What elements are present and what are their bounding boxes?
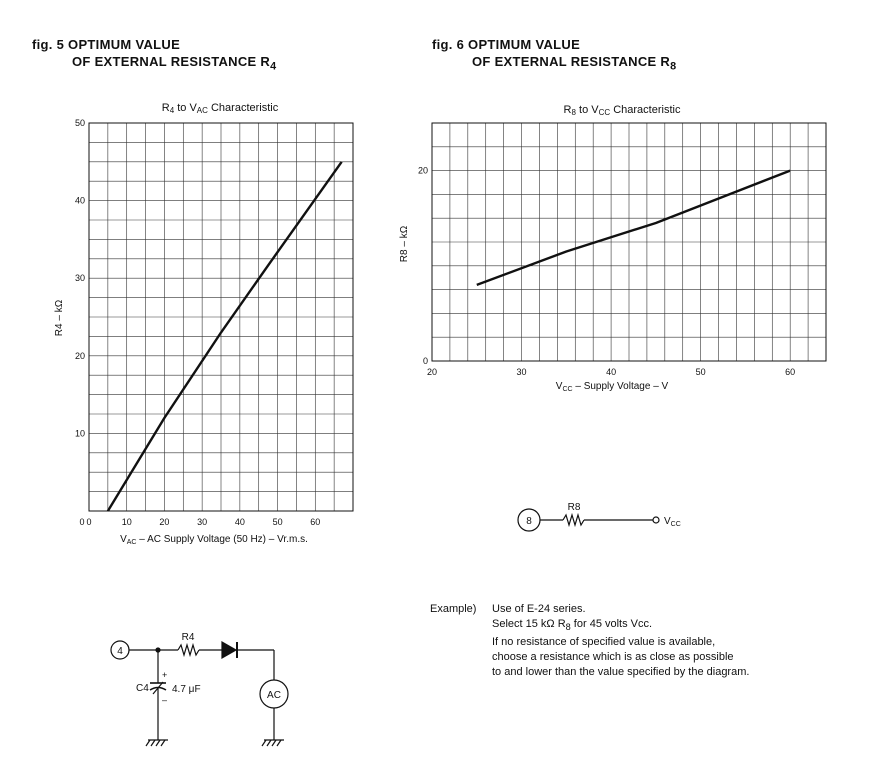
fig6-title-line1: fig. 6 OPTIMUM VALUE [432, 37, 581, 52]
chart1-x-tick-label: 20 [159, 517, 170, 527]
c4-label: C4 [136, 683, 149, 694]
vcc-terminal [653, 517, 659, 523]
cap-plus-label: + [162, 670, 168, 680]
r8-label: R8 [567, 502, 581, 513]
r4-resistor-symbol [178, 645, 199, 655]
chart1-y-tick-label: 50 [74, 118, 85, 128]
chart1-origin-label: 0 [79, 517, 85, 527]
chart2-x-tick-label: 40 [606, 367, 617, 377]
fig6-title-line2-text: OF EXTERNAL RESISTANCE R [472, 54, 671, 69]
chart1-y-tick-label: 30 [74, 273, 85, 284]
example-line2-a: Select 15 kΩ R [492, 618, 566, 630]
example-line1: Use of E-24 series. [492, 603, 586, 615]
cap-value-label: 4.7 μF [172, 684, 201, 695]
chart1-x-tick-label: 40 [234, 517, 245, 527]
cap-minus-label: – [162, 695, 168, 705]
ground-icon-2 [262, 740, 284, 746]
vcc-label: $V_{CC}$ [664, 516, 681, 528]
chart2-ylabel: R8 – kΩ [399, 225, 410, 263]
r4-label: R4 [181, 632, 195, 643]
chart2-x-tick-label: 20 [426, 367, 438, 377]
fig5-title-sub: 4 [270, 60, 277, 73]
ac-source-label: AC [267, 690, 281, 701]
example-line2 [492, 617, 749, 635]
chart2-series-line [477, 171, 790, 285]
example-line3: If no resistance of specified value is available, [492, 636, 716, 649]
chart1-title: R4 to VAC Characteristic [161, 102, 279, 115]
example-label: Example) [430, 603, 477, 615]
chart2-x-tick-label: 30 [516, 367, 527, 377]
chart1-y-tick-label: 40 [74, 195, 85, 206]
fig5-title-line2-text: OF EXTERNAL RESISTANCE R [72, 54, 271, 69]
example-line2-sub: 8 [565, 622, 571, 633]
circuit-r8 [518, 509, 659, 531]
chart1-y-tick-label: 20 [74, 350, 85, 361]
chart2-y-tick-label: 20 [417, 165, 428, 176]
chart1-x-tick-label: 0 [86, 517, 92, 527]
diode-symbol [222, 642, 236, 658]
chart1-xlabel: $V_{AC}$ – AC Supply Voltage (50 Hz) – Vr.m.s. [120, 534, 308, 546]
chart1-x-tick-label: 50 [272, 517, 283, 527]
chart2-y-tick-label: 0 [422, 356, 428, 366]
ground-icon-1 [146, 740, 168, 746]
fig6-title-sub: 8 [670, 60, 677, 73]
chart2-title: R8 to VCC Characteristic [563, 104, 681, 117]
chart1-x-tick-label: 10 [121, 517, 132, 527]
chart2-xlabel: $V_{CC}$ – Supply Voltage – V [555, 381, 669, 393]
r8-resistor-symbol [563, 515, 584, 525]
example-note [430, 602, 749, 680]
chart2-x-tick-label: 50 [695, 367, 706, 377]
pin8-label: 8 [526, 516, 532, 527]
fig5-title-line1: fig. 5 OPTIMUM VALUE [32, 37, 181, 52]
chart2-x-tick-label: 60 [785, 367, 796, 377]
chart1-y-tick-label: 10 [74, 428, 85, 439]
pin4-label: 4 [117, 646, 123, 657]
chart1-ylabel: R4 – kΩ [54, 299, 65, 337]
example-line5: to and lower than the value specified by the diagram. [492, 666, 750, 679]
example-line4: choose a resistance which is as close as possible [492, 651, 734, 664]
chart1-x-tick-label: 30 [197, 517, 208, 527]
chart1-x-tick-label: 60 [310, 517, 321, 527]
example-line2-b: for 45 volts Vcc. [570, 618, 653, 630]
